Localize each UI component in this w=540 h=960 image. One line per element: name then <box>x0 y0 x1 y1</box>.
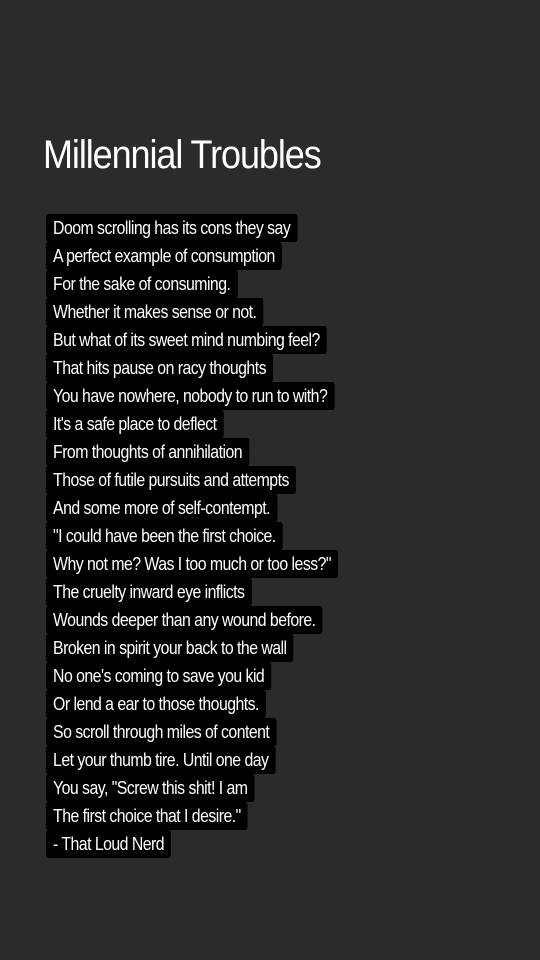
poem-line-text: Doom scrolling has its cons they say <box>46 214 297 242</box>
poem-signature-text: - That Loud Nerd <box>46 830 171 858</box>
poem-line-text: It's a safe place to deflect <box>46 410 224 438</box>
poem-line-text: And some more of self-contempt. <box>46 494 277 522</box>
poem-line-text: Or lend a ear to those thoughts. <box>46 690 266 718</box>
poem-line <box>46 802 526 830</box>
poem-line-text: Broken in spirit your back to the wall <box>46 634 294 662</box>
poem-line-text: The cruelty inward eye inflicts <box>46 578 251 606</box>
poem-line <box>46 494 526 522</box>
poem-line-text: "I could have been the first choice. <box>46 522 283 550</box>
poem-line <box>46 690 526 718</box>
poem-line <box>46 774 526 802</box>
poem-line <box>46 606 526 634</box>
poem-body <box>46 214 526 858</box>
poem-line <box>46 270 526 298</box>
poem-line <box>46 550 526 578</box>
poem-line <box>46 634 526 662</box>
poem-line <box>46 354 526 382</box>
poem-line-text: But what of its sweet mind numbing feel? <box>46 326 327 354</box>
poem-line <box>46 214 526 242</box>
poem-signature <box>46 830 526 858</box>
poem-line-text: Wounds deeper than any wound before. <box>46 606 323 634</box>
poem-line-text: A perfect example of consumption <box>46 242 282 270</box>
poem-line <box>46 326 526 354</box>
poem-line-text: You say, "Screw this shit! I am <box>46 774 254 802</box>
poem-line-text: Why not me? Was I too much or too less?" <box>46 550 338 578</box>
poem-line <box>46 410 526 438</box>
poem-title: Millennial Troubles <box>43 133 321 177</box>
poem-line-text: Let your thumb tire. Until one day <box>46 746 275 774</box>
poem-line <box>46 522 526 550</box>
poem-line-text: You have nowhere, nobody to run to with? <box>46 382 334 410</box>
poem-line <box>46 298 526 326</box>
poem-line-text: For the sake of consuming. <box>46 270 237 298</box>
poem-line-text: From thoughts of annihilation <box>46 438 249 466</box>
poem-line <box>46 578 526 606</box>
poem-line-text: Whether it makes sense or not. <box>46 298 263 326</box>
poem-line <box>46 746 526 774</box>
poem-line-text: So scroll through miles of content <box>46 718 276 746</box>
poem-line <box>46 382 526 410</box>
poem-line-text: No one's coming to save you kid <box>46 662 271 690</box>
poem-line-text: That hits pause on racy thoughts <box>46 354 273 382</box>
poem-line-text: The first choice that I desire." <box>46 802 248 830</box>
poem-line <box>46 662 526 690</box>
poem-line <box>46 242 526 270</box>
poem-line <box>46 718 526 746</box>
poem-line <box>46 466 526 494</box>
poem-line <box>46 438 526 466</box>
poem-line-text: Those of futile pursuits and attempts <box>46 466 296 494</box>
